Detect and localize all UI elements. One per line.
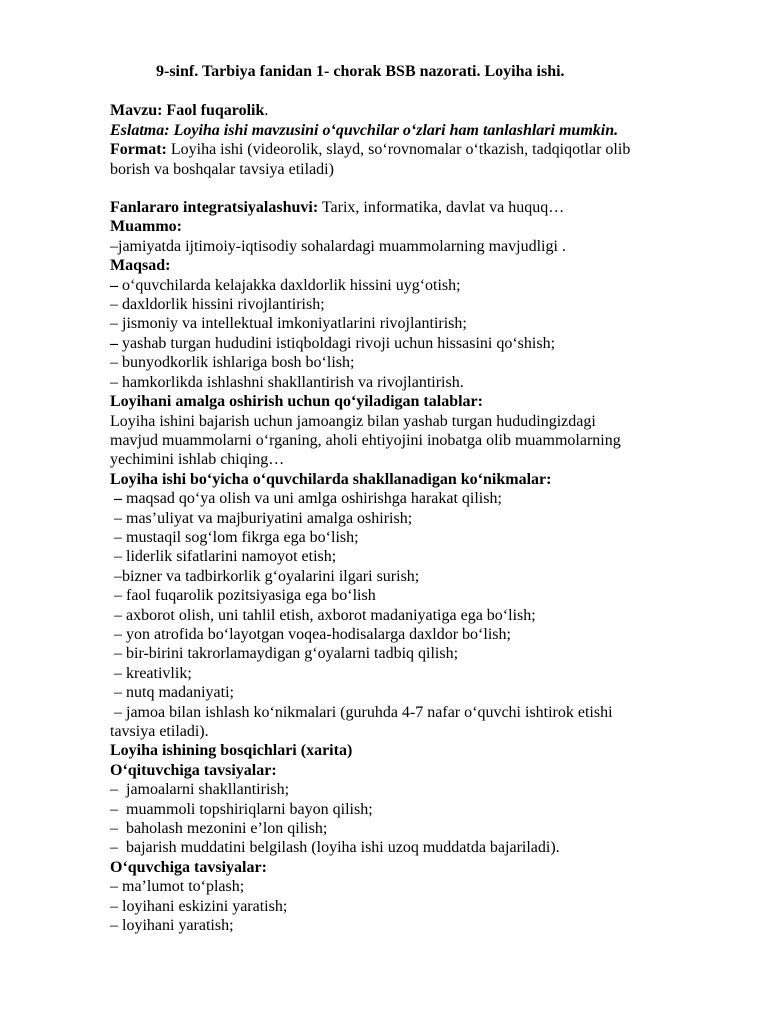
eslatma-note: Eslatma: Loyiha ishi mavzusini o‘quvchilar o‘zlari ham tanlashlari mumkin. [110, 121, 619, 139]
list-dash: – [110, 296, 122, 314]
list-dash: – [110, 315, 122, 333]
list-item [110, 547, 710, 566]
list-dash: – [110, 509, 126, 527]
list-item [110, 314, 710, 333]
konikmalar-list [110, 489, 710, 741]
list-item [110, 489, 710, 508]
talablar-heading: Loyihani amalga oshirish uchun qo‘yiladigan talablar: [110, 393, 483, 411]
list-dash: – [110, 373, 122, 391]
list-item-text: bir-birini takrorlamaydigan g‘oyalarni tadbiq qilish; [126, 645, 459, 663]
list-item [110, 780, 710, 799]
list-item-text: bunyodkorlik ishlariga bosh bo‘lish; [122, 354, 355, 372]
list-item [110, 703, 710, 722]
list-item [110, 586, 710, 605]
talablar-text-line: yechimini ishlab chiqing… [110, 451, 285, 469]
list-item [110, 334, 710, 353]
fanlararo-line [110, 198, 710, 217]
talablar-text-line: mavjud muammolarni o‘rganing, aholi ehtiyojini inobatga olib muammolarning [110, 431, 621, 449]
oqituvchi-list [110, 780, 710, 858]
list-item [110, 800, 710, 819]
list-dash: – [110, 334, 118, 352]
list-item-text: nutq madaniyati; [126, 684, 234, 702]
list-item-text: o‘quvchilarda kelajakka daxldorlik hissini uyg‘otish; [118, 276, 461, 294]
list-item [110, 664, 710, 683]
talablar-text-line: Loyiha ishini bajarish uchun jamoangiz bilan yashab turgan hududingizdagi [110, 412, 596, 430]
spacer [110, 179, 710, 198]
list-item [110, 567, 710, 586]
list-item-text: yon atrofida bo‘layotgan voqea-hodisalarga daxldor bo‘lish; [126, 625, 511, 643]
list-item [110, 819, 710, 838]
list-item-text: loyihani yaratish; [122, 917, 234, 935]
list-item [110, 353, 710, 372]
list-item [110, 625, 710, 644]
list-item [110, 509, 710, 528]
list-item [110, 528, 710, 547]
fanlararo-label: Fanlararo integratsiyalashuvi: [110, 199, 319, 217]
list-item-text: muammoli topshiriqlarni bayon qilish; [126, 800, 373, 818]
list-item [110, 644, 710, 663]
list-item [110, 276, 710, 295]
format-line [110, 140, 710, 159]
list-item [110, 838, 710, 857]
list-dash: – [110, 548, 126, 566]
list-dash: – [110, 528, 126, 546]
list-dash: – [110, 625, 126, 643]
list-dash: – [110, 664, 126, 682]
mavzu-label: Mavzu: Faol fuqarolik [110, 102, 265, 120]
document-body [110, 62, 710, 935]
list-item [110, 897, 710, 916]
format-continuation: borish va boshqalar tavsiya etiladi) [110, 160, 334, 178]
konikmalar-heading: Loyiha ishi bo‘yicha o‘quvchilarda shakllanadigan ko‘nikmalar: [110, 470, 552, 488]
list-item-text: axborot olish, uni tahlil etish, axborot madaniyatiga ega bo‘lish; [126, 606, 536, 624]
list-dash: – [110, 354, 122, 372]
list-dash: – [110, 645, 126, 663]
list-item-continuation: tavsiya etiladi). [110, 723, 209, 740]
mavzu-suffix: . [264, 102, 269, 120]
list-item-text: mustaqil sog‘lom fikrga ega bo‘lish; [126, 528, 359, 546]
maqsad-heading: Maqsad: [110, 257, 171, 275]
list-item-text: faol fuqarolik pozitsiyasiga ega bo‘lish [126, 587, 376, 605]
list-item-text: baholash mezonini e’lon qilish; [126, 820, 328, 838]
list-item-text: kreativlik; [126, 664, 192, 682]
mavzu-line [110, 101, 710, 120]
list-item [110, 295, 710, 314]
list-item-text: bizner va tadbirkorlik g‘oyalarini ilgari surish; [122, 567, 420, 585]
list-dash: – [110, 684, 126, 702]
list-item [110, 373, 710, 392]
list-dash: – [110, 800, 126, 818]
oqituvchi-heading: O‘qituvchiga tavsiyalar: [110, 761, 277, 779]
list-item-text: hamkorlikda ishlashni shakllantirish va rivojlantirish. [122, 373, 464, 391]
list-item-text: jamoa bilan ishlash ko‘nikmalari (guruhda 4-7 nafar o‘quvchi ishtirok etishi [126, 703, 613, 721]
list-item-text: bajarish muddatini belgilash (loyiha ishi uzoq muddatda bajariladi). [126, 839, 560, 857]
list-dash: – [110, 820, 126, 838]
list-item-text: jismoniy va intellektual imkoniyatlarini rivojlantirish; [122, 315, 467, 333]
list-item-text: maqsad qo‘ya olish va uni amlga oshirishga harakat qilish; [122, 490, 502, 508]
list-dash: – [110, 606, 126, 624]
list-dash: – [110, 490, 122, 508]
list-item-text: ma’lumot to‘plash; [122, 878, 245, 896]
fanlararo-text: Tarix, informatika, davlat va huquq… [318, 199, 565, 217]
list-item [110, 916, 710, 935]
muammo-heading: Muammo: [110, 218, 182, 236]
list-dash: – [110, 878, 122, 896]
list-item [110, 606, 710, 625]
list-item-text: loyihani eskizini yaratish; [122, 897, 288, 915]
format-label: Format: [110, 141, 167, 159]
list-item [110, 683, 710, 702]
list-item-text: jamoalarni shakllantirish; [126, 781, 290, 799]
oquvchi-list [110, 877, 710, 935]
maqsad-list [110, 276, 710, 392]
list-item-text: mas’uliyat va majburiyatini amalga oshirish; [126, 509, 413, 527]
oquvchi-heading: O‘quvchiga tavsiyalar: [110, 858, 267, 876]
list-dash: – [110, 567, 122, 585]
list-dash: – [110, 587, 126, 605]
muammo-text: –jamiyatda ijtimoiy-iqtisodiy sohalardagi muammolarning mavjudligi . [110, 237, 566, 255]
list-item-text: daxldorlik hissini rivojlantirish; [122, 296, 325, 314]
list-dash: – [110, 839, 126, 857]
list-item-text: yashab turgan hududini istiqboldagi rivoji uchun hissasini qo‘shish; [118, 334, 556, 352]
format-text: Loyiha ishi (videorolik, slayd, so‘rovnomalar o‘tkazish, tadqiqotlar olib [166, 141, 631, 159]
list-dash: – [110, 276, 118, 294]
list-item [110, 877, 710, 896]
list-item-text: liderlik sifatlarini namoyot etish; [126, 548, 337, 566]
list-dash: – [110, 897, 122, 915]
bosqichlar-heading: Loyiha ishining bosqichlari (xarita) [110, 742, 353, 760]
list-dash: – [110, 781, 126, 799]
document-title: 9-sinf. Tarbiya fanidan 1- chorak BSB nazorati. Loyiha ishi. [156, 63, 565, 80]
list-dash: – [110, 917, 122, 935]
list-dash: – [110, 703, 126, 721]
